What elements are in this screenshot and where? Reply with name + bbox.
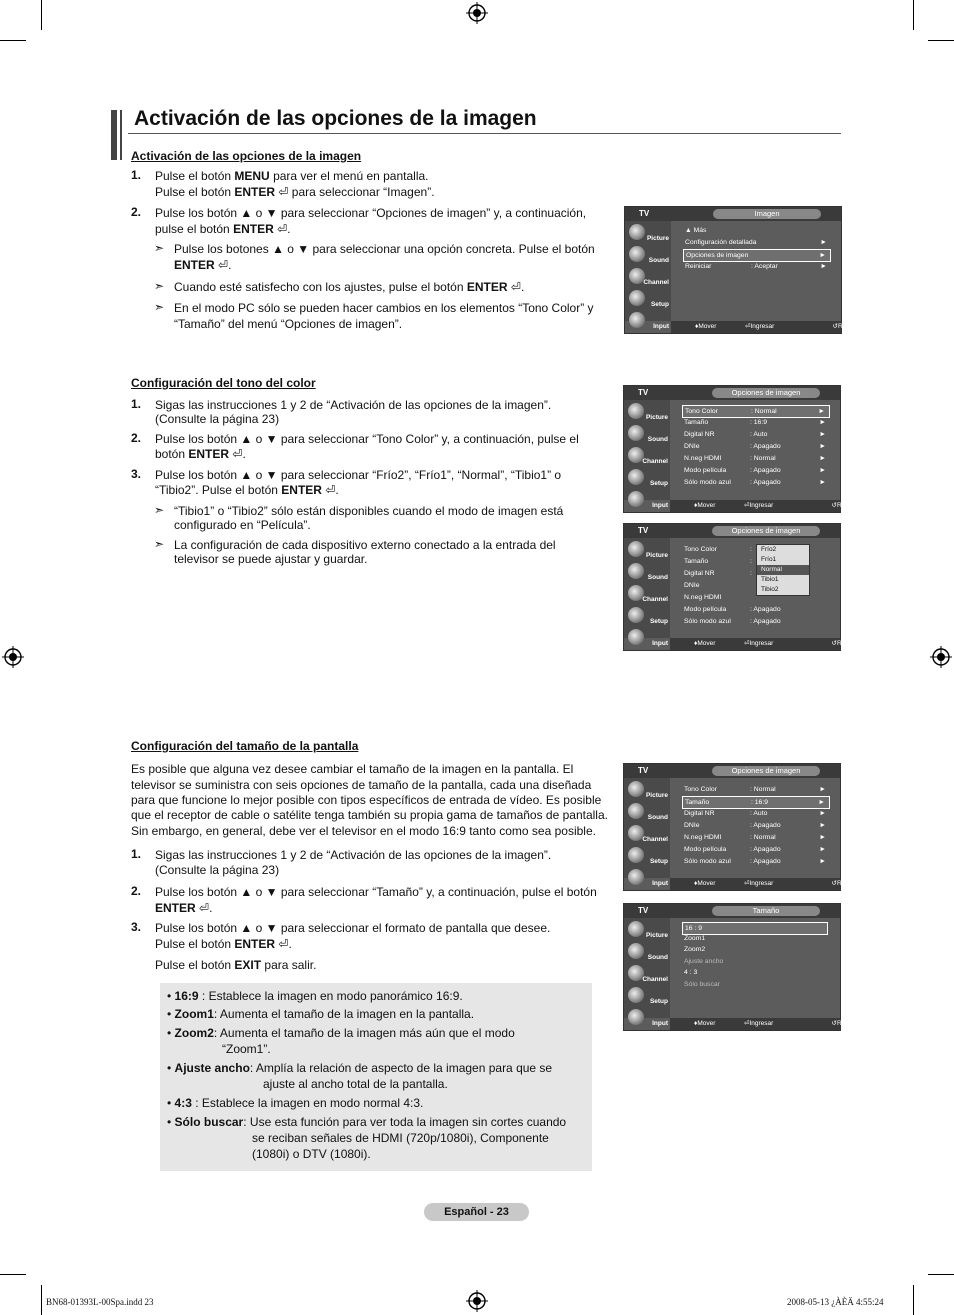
tv-osd-tono-color: TV Opciones de imagen Picture Sound Channel Setup Input Tono Color : Tamaño : Digital NR : DNIe N.neg HDMI Modo película : Apagado Sólo modo azul : Apagado Frío2 Frío1 Normal Tibio1 Tibio2 ♦ Mover ⏎ Ingresar ↺ Regresar [623, 523, 841, 651]
enter-icon: ⏎ [510, 280, 521, 294]
sidebar-item-input: Input [626, 1008, 670, 1028]
menu-row: DNIe [684, 582, 700, 589]
title-bar [111, 110, 117, 160]
enter-icon: ⏎ [278, 185, 289, 199]
menu-row: Tamaño : 16:9 ► [684, 419, 826, 426]
sidebar-item-sound: Sound [626, 424, 670, 444]
footer-timestamp: 2008-05-13 ¿ÀÈÄ 4:55:24 [787, 1297, 884, 1307]
enter-hint: ⏎ Ingresar [744, 502, 774, 509]
registration-mark-icon [2, 646, 24, 668]
menu-row-disabled: Sólo buscar [684, 981, 720, 988]
title-bar [120, 110, 122, 160]
crop-mark [0, 40, 26, 41]
note-arrow-icon: ➣ [154, 537, 165, 551]
setup-icon [628, 847, 644, 863]
sidebar-item-picture: Picture [627, 223, 671, 243]
crop-mark [913, 0, 914, 30]
step-text: (Consulte la página 23) [155, 863, 280, 877]
menu-row: Zoom2 [684, 946, 706, 953]
sidebar-item-setup: Setup [626, 606, 670, 626]
registration-mark-icon [930, 646, 952, 668]
sidebar-item-setup: Setup [626, 846, 670, 866]
input-icon [628, 1009, 644, 1025]
step-text: Pulse los botón ▲ o ▼ para seleccionar “Tamaño” y, a continuación, pulse el botón [155, 885, 597, 899]
sound-icon [628, 803, 644, 819]
menu-row: Tamaño : [684, 558, 752, 565]
info-item: • Ajuste ancho: Amplía la relación de aspecto de la imagen para que se [167, 1061, 553, 1075]
note-text: En el modo PC sólo se pueden hacer cambios en los elementos “Tono Color” y [174, 301, 594, 315]
input-icon [628, 491, 644, 507]
menu-row: Digital NR : [684, 570, 752, 577]
enter-icon: ⏎ [277, 222, 288, 236]
note-text: Cuando esté satisfecho con los ajustes, pulse el botón ENTER ⏎. [174, 280, 525, 294]
menu-row: Configuración detallada ► [685, 239, 827, 246]
note-text: televisor se puede ajustar y guardar. [174, 552, 368, 566]
note-text: Pulse los botones ▲ o ▼ para seleccionar una opción concreta. Pulse el botón [174, 242, 595, 256]
step-text: Pulse los botón ▲ o ▼ para seleccionar “Frío2”, “Frío1”, “Normal”, “Tibio1” o [155, 468, 562, 482]
input-icon [628, 869, 644, 885]
sidebar-item-input: Input [626, 868, 670, 888]
step-number: 1. [131, 168, 142, 182]
move-hint: ♦ Mover [694, 640, 716, 647]
enter-hint: ⏎ Ingresar [745, 323, 775, 330]
note-text: La configuración de cada dispositivo externo conectado a la entrada del [174, 538, 556, 552]
step-number: 2. [131, 205, 142, 219]
sound-icon [629, 246, 645, 262]
note-arrow-icon: ➣ [154, 503, 165, 517]
page-title: Activación de las opciones de la imagen [134, 107, 537, 130]
sidebar-item-channel: Channel [626, 446, 670, 466]
return-hint: ↺ Regresar [831, 880, 864, 887]
step-text: pulse el botón ENTER ⏎. [155, 222, 291, 236]
note-arrow-icon: ➣ [154, 300, 165, 314]
info-item-cont: “Zoom1”. [222, 1042, 271, 1056]
picture-icon [628, 781, 644, 797]
menu-row: Tono Color : [684, 546, 752, 553]
enter-icon: ⏎ [278, 937, 289, 951]
menu-row: Digital NR : Auto ► [684, 431, 826, 438]
return-hint: ↺ Regresar [831, 640, 864, 647]
menu-row: DNIe : Apagado ► [684, 443, 826, 450]
tv-osd-imagen: TV Imagen Picture Sound Channel Setup Input ▲ Más Configuración detallada ► Opciones de imagen ► Reiniciar : Aceptar ► ♦ Mover ⏎ Ingresar ↺ Regresar [624, 206, 842, 334]
menu-row: Digital NR : Auto ► [684, 810, 826, 817]
setup-icon [628, 607, 644, 623]
move-hint: ♦ Mover [695, 323, 717, 330]
step-text: “Tibio2”. Pulse el botón ENTER ⏎. [155, 483, 339, 497]
sidebar-item-picture: Picture [626, 402, 670, 422]
tone-dropdown [756, 544, 810, 596]
step-text: (Consulte la página 23) [155, 412, 280, 426]
sound-icon [628, 943, 644, 959]
picture-icon [628, 403, 644, 419]
title-divider [128, 133, 841, 134]
dropdown-option: Frío1 [761, 556, 777, 563]
crop-mark [928, 40, 954, 41]
crop-mark [41, 0, 42, 30]
tv-osd-opciones: TV Opciones de imagen Picture Sound Channel Setup Input Tono Color : Normal ► Tamaño : 16:9 ► Digital NR : Auto ► DNIe : Apagado ► N.neg HDMI : Normal ► Modo película : Apagado ► Sólo modo azul : Apagado ► ♦ Mover ⏎ Ingresar ↺ Regresar [623, 385, 841, 513]
section-heading: Configuración del tono del color [131, 376, 316, 390]
sidebar-item-setup: Setup [627, 289, 671, 309]
note-text: ENTER ⏎. [174, 258, 232, 272]
sidebar-item-input: Input [626, 628, 670, 648]
input-icon [628, 629, 644, 645]
step-text: botón ENTER ⏎. [155, 447, 246, 461]
menu-row-selected: 16 : 9 [682, 922, 828, 935]
setup-icon [629, 290, 645, 306]
menu-row: ▲ Más [685, 227, 707, 234]
menu-row: N.neg HDMI : Normal ► [684, 455, 826, 462]
info-item: • Sólo buscar: Use esta función para ver toda la imagen sin cortes cuando [167, 1115, 567, 1129]
menu-row: Modo película : Apagado ► [684, 846, 826, 853]
sidebar-item-picture: Picture [626, 780, 670, 800]
menu-row: Modo película : Apagado [684, 606, 781, 613]
return-hint: ↺ Regresar [831, 502, 864, 509]
sidebar-item-sound: Sound [626, 942, 670, 962]
sidebar-item-sound: Sound [627, 245, 671, 265]
sidebar-item-input: Input [626, 490, 670, 510]
menu-row-selected: Tamaño : 16:9 ► [682, 796, 830, 809]
step-text: ENTER ⏎. [155, 901, 213, 915]
intro-line: que el receptor de cable o satélite tenga también su propia gama de tamaños de pantalla. [131, 808, 608, 822]
move-hint: ♦ Mover [694, 1020, 716, 1027]
info-item: • 16:9 : Establece la imagen en modo panorámico 16:9. [167, 989, 463, 1003]
step-text: Pulse el botón MENU para ver el menú en pantalla. [155, 169, 429, 183]
sidebar-item-channel: Channel [627, 267, 671, 287]
tv-osd-opciones-tamano: TV Opciones de imagen Picture Sound Channel Setup Input Tono Color : Normal ► Tamaño : 16:9 ► Digital NR : Auto ► DNIe : Apagado ► N.neg HDMI : Normal ► Modo película : Apagado ► Sólo modo azul : Apagado ► ♦ Mover ⏎ Ingresar ↺ Regresar [623, 763, 841, 891]
note-text: configurado en “Película”. [174, 518, 311, 532]
move-hint: ♦ Mover [694, 502, 716, 509]
dropdown-option: Tibio1 [761, 576, 779, 583]
note-text: “Tamaño” del menú “Opciones de imagen”. [174, 317, 403, 331]
crop-mark [41, 1285, 42, 1315]
menu-row: Sólo modo azul : Apagado ► [684, 479, 826, 486]
step-text: Sigas las instrucciones 1 y 2 de “Activación de las opciones de la imagen”. [155, 848, 552, 862]
sidebar-item-sound: Sound [626, 802, 670, 822]
step-text: Pulse los botón ▲ o ▼ para seleccionar “Tono Color” y, a continuación, pulse el [155, 432, 579, 446]
step-text: Pulse el botón ENTER ⏎. [155, 937, 292, 951]
picture-icon [628, 921, 644, 937]
registration-mark-icon [466, 2, 488, 24]
sound-icon [628, 563, 644, 579]
menu-row: DNIe : Apagado ► [684, 822, 826, 829]
dropdown-option: Tibio2 [761, 586, 779, 593]
sidebar-item-channel: Channel [626, 584, 670, 604]
menu-row: Sólo modo azul : Apagado [684, 618, 781, 625]
crop-mark [928, 1274, 954, 1275]
step-number: 2. [131, 431, 142, 445]
menu-row: Sólo modo azul : Apagado ► [684, 858, 826, 865]
section-heading: Activación de las opciones de la imagen [131, 149, 362, 163]
menu-row: 4 : 3 [684, 969, 698, 976]
step-text: Pulse el botón EXIT para salir. [155, 958, 317, 972]
move-hint: ♦ Mover [694, 880, 716, 887]
step-number: 1. [131, 847, 142, 861]
section-heading: Configuración del tamaño de la pantalla [131, 739, 359, 753]
sidebar-item-picture: Picture [626, 920, 670, 940]
intro-line: televisor se suministra con seis opciones de tamaño de la pantalla, cada una diseñada [131, 778, 592, 792]
picture-icon [628, 541, 644, 557]
sidebar-item-channel: Channel [626, 824, 670, 844]
step-number: 2. [131, 884, 142, 898]
registration-mark-icon [466, 1290, 488, 1312]
info-item: • Zoom2: Aumenta el tamaño de la imagen más aún que el modo [167, 1026, 515, 1040]
return-hint: ↺ Regresar [832, 323, 865, 330]
enter-icon: ⏎ [218, 258, 229, 272]
note-arrow-icon: ➣ [154, 279, 165, 293]
footer-filename: BN68-01393L-00Spa.indd 23 [46, 1297, 154, 1307]
info-item: • 4:3 : Establece la imagen en modo normal 4:3. [167, 1096, 424, 1110]
intro-line: Sin embargo, en general, debe ver el televisor en el modo 16:9 tanto como sea posible. [131, 824, 596, 838]
tv-osd-tamano: TV Tamaño Picture Sound Channel Setup Input 16 : 9 Zoom1 Zoom2 Ajuste ancho 4 : 3 Sólo buscar ♦ Mover ⏎ Ingresar ↺ Regresar [623, 903, 841, 1031]
sidebar-item-setup: Setup [626, 468, 670, 488]
enter-icon: ⏎ [325, 483, 336, 497]
enter-hint: ⏎ Ingresar [744, 640, 774, 647]
enter-icon: ⏎ [199, 901, 210, 915]
dropdown-option: Frío2 [761, 546, 777, 553]
sidebar-item-sound: Sound [626, 562, 670, 582]
info-item-cont: (1080i) o DTV (1080i). [252, 1147, 371, 1161]
page-number: Español - 23 [424, 1203, 529, 1221]
menu-row: N.neg HDMI : Normal ► [684, 834, 826, 841]
menu-row: Tono Color : Normal ► [684, 786, 826, 793]
input-icon [629, 312, 645, 328]
sidebar-item-input: Input [627, 311, 671, 331]
step-number: 3. [131, 920, 142, 934]
step-text: Pulse los botón ▲ o ▼ para seleccionar “Opciones de imagen” y, a continuación, [155, 206, 587, 220]
menu-row: Modo película : Apagado ► [684, 467, 826, 474]
step-text: Pulse los botón ▲ o ▼ para seleccionar el formato de pantalla que desee. [155, 921, 551, 935]
info-item-cont: se reciban señales de HDMI (720p/1080i), Componente [252, 1131, 549, 1145]
step-number: 1. [131, 397, 142, 411]
step-text: Sigas las instrucciones 1 y 2 de “Activación de las opciones de la imagen”. [155, 398, 552, 412]
step-text: Pulse el botón ENTER ⏎ para seleccionar “Imagen”. [155, 185, 435, 199]
intro-line: Es posible que alguna vez desee cambiar el tamaño de la imagen en la pantalla. El [131, 762, 574, 776]
sound-icon [628, 425, 644, 441]
return-hint: ↺ Regresar [831, 1020, 864, 1027]
menu-row-selected: Tono Color : Normal ► [682, 405, 830, 418]
info-item: • Zoom1: Aumenta el tamaño de la imagen en la pantalla. [167, 1007, 475, 1021]
setup-icon [628, 987, 644, 1003]
menu-row-disabled: Ajuste ancho [684, 958, 724, 965]
picture-icon [629, 224, 645, 240]
note-text: “Tibio1” o “Tibio2” sólo están disponibles cuando el modo de imagen está [174, 504, 564, 518]
menu-row-selected: Opciones de imagen ► [683, 249, 831, 262]
crop-mark [913, 1285, 914, 1315]
intro-line: para que funcione lo mejor posible con tipos específicos de entrada de vídeo. Es posible [131, 793, 602, 807]
sidebar-item-channel: Channel [626, 964, 670, 984]
info-item-cont: ajuste al ancho total de la pantalla. [263, 1077, 448, 1091]
enter-hint: ⏎ Ingresar [744, 880, 774, 887]
menu-row: Reiniciar : Aceptar ► [685, 263, 827, 270]
menu-row: N.neg HDMI [684, 594, 722, 601]
dropdown-option-selected: Normal [757, 565, 809, 575]
sidebar-item-setup: Setup [626, 986, 670, 1006]
sidebar-item-picture: Picture [626, 540, 670, 560]
enter-hint: ⏎ Ingresar [744, 1020, 774, 1027]
setup-icon [628, 469, 644, 485]
crop-mark [0, 1274, 26, 1275]
step-number: 3. [131, 467, 142, 481]
enter-icon: ⏎ [232, 447, 243, 461]
note-arrow-icon: ➣ [154, 241, 165, 255]
menu-row: Zoom1 [684, 935, 706, 942]
